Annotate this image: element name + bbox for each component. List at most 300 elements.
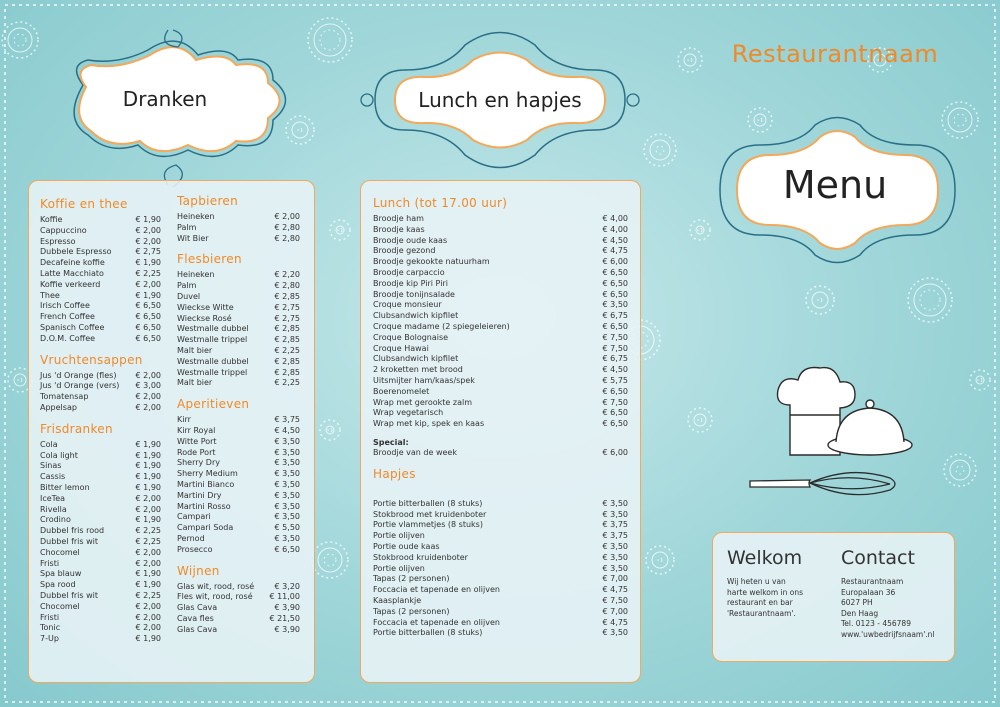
menu-row: [40, 301, 161, 312]
item-name: Palm: [177, 222, 197, 232]
menu-row: [177, 223, 300, 234]
lunch-list: [373, 214, 628, 430]
item-name: Koffie verkeerd: [40, 279, 101, 289]
item-price: € 3,50: [602, 628, 628, 638]
menu-row: [177, 415, 300, 426]
item-price: € 4,75: [602, 585, 628, 595]
fles-list: [177, 270, 300, 389]
item-name: Irisch Coffee: [40, 301, 90, 311]
tap-list: [177, 212, 300, 244]
item-name: Portie bitterballen (8 stuks): [373, 498, 483, 508]
item-name: Martini Dry: [177, 490, 222, 500]
item-price: € 4,00: [602, 224, 628, 234]
item-price: € 3,50: [274, 533, 300, 543]
item-price: € 3,75: [602, 520, 628, 530]
menu-row: [373, 574, 628, 585]
item-price: € 3,75: [274, 415, 300, 425]
item-name: Sherry Dry: [177, 458, 220, 468]
item-name: Broodje gekookte natuurham: [373, 257, 490, 267]
item-name: Chocomel: [40, 547, 80, 557]
item-name: Jus 'd Orange (vers): [40, 381, 120, 391]
item-name: Rivella: [40, 504, 67, 514]
item-price: € 3,50: [602, 552, 628, 562]
menu-row: [177, 480, 300, 491]
item-name: Kirr: [177, 415, 191, 425]
item-name: Spanisch Coffee: [40, 322, 105, 332]
item-name: Broodje kaas: [373, 224, 425, 234]
item-name: Kirr Royal: [177, 425, 216, 435]
item-price: € 3,50: [274, 469, 300, 479]
item-price: € 7,00: [602, 606, 628, 616]
item-name: D.O.M. Coffee: [40, 333, 96, 343]
item-price: € 3,50: [274, 512, 300, 522]
item-name: Dubbel fris wit: [40, 536, 99, 546]
text-line: www.'uwbedrijfsnaam'.nl: [841, 629, 935, 639]
menu-row: [177, 603, 300, 614]
item-price: € 2,00: [135, 236, 161, 246]
item-price: € 11,00: [269, 592, 300, 602]
menu-row: [177, 437, 300, 448]
menu-row: [40, 226, 161, 237]
item-price: € 2,00: [135, 601, 161, 611]
menu-row: [177, 234, 300, 245]
item-name: Broodje carpaccio: [373, 267, 445, 277]
menu-row: [373, 448, 628, 459]
item-price: € 1,90: [135, 634, 161, 644]
item-name: Espresso: [40, 236, 76, 246]
item-name: Thee: [40, 290, 60, 300]
item-name: Wieckse Rosé: [177, 313, 232, 323]
item-price: € 2,25: [135, 268, 161, 278]
section-title: Koffie en thee: [40, 197, 128, 211]
item-name: Glas wit, rood, rosé: [177, 581, 255, 591]
item-price: € 3,50: [602, 541, 628, 551]
item-name: Wrap vegetarisch: [373, 408, 444, 418]
item-price: € 2,00: [135, 370, 161, 380]
item-name: Wieckse Witte: [177, 302, 234, 312]
item-price: € 2,00: [135, 225, 161, 235]
item-price: € 7,50: [602, 343, 628, 353]
item-price: € 6,50: [602, 267, 628, 277]
item-price: € 1,90: [135, 472, 161, 482]
item-price: € 6,50: [135, 312, 161, 322]
menu-row: [177, 212, 300, 223]
menu-row: [373, 300, 628, 311]
menu-row: [177, 368, 300, 379]
menu-row: [373, 333, 628, 344]
section-title: Hapjes: [373, 466, 416, 481]
menu-row: [373, 408, 628, 419]
menu-row: [373, 628, 628, 639]
item-price: € 21,50: [269, 613, 300, 623]
item-name: Fristi: [40, 612, 60, 622]
item-name: Sherry Medium: [177, 469, 238, 479]
item-name: Crodino: [40, 515, 71, 525]
item-price: € 3,50: [274, 447, 300, 457]
fris-list: [40, 440, 161, 645]
menu-row: [40, 237, 161, 248]
section-title: Tapbieren: [177, 194, 239, 208]
item-price: € 2,85: [274, 335, 300, 345]
item-price: € 7,50: [602, 397, 628, 407]
item-name: Croque Hawai: [373, 343, 429, 353]
menu-row: [177, 426, 300, 437]
menu-row: [373, 257, 628, 268]
item-name: Martini Rosso: [177, 501, 231, 511]
item-name: Appelsap: [40, 402, 77, 412]
menu-row: [373, 618, 628, 629]
restaurant-name: Restaurantnaam: [731, 40, 939, 68]
menu-title: Menu: [782, 163, 888, 207]
item-price: € 6,00: [602, 257, 628, 267]
item-name: Cappuccino: [40, 225, 87, 235]
item-price: € 3,90: [274, 624, 300, 634]
special-label: Special:: [373, 437, 409, 447]
item-name: Boerenomelet: [373, 386, 430, 396]
item-price: € 5,50: [274, 523, 300, 533]
item-name: Palm: [177, 281, 197, 291]
item-price: € 6,75: [602, 354, 628, 364]
item-name: French Coffee: [40, 312, 95, 322]
menu-row: [177, 378, 300, 389]
item-price: € 2,80: [274, 222, 300, 232]
item-name: Jus 'd Orange (fles): [40, 370, 117, 380]
menu-row: [177, 324, 300, 335]
menu-row: [373, 542, 628, 553]
item-name: Broodje van de week: [373, 447, 457, 457]
menu-row: [40, 559, 161, 570]
item-price: € 1,90: [135, 569, 161, 579]
text-line: harte welkom in ons: [727, 587, 804, 597]
dranken-title: Dranken: [122, 87, 208, 111]
item-price: € 4,50: [274, 425, 300, 435]
menu-row: [40, 280, 161, 291]
item-price: € 2,00: [135, 402, 161, 412]
menu-row: [177, 281, 300, 292]
text-line: Restaurantnaam: [841, 577, 904, 586]
item-price: € 2,85: [274, 324, 300, 334]
item-price: € 3,50: [602, 509, 628, 519]
item-name: Broodje tonijnsalade: [373, 289, 455, 299]
item-price: € 6,50: [602, 408, 628, 418]
item-price: € 7,50: [602, 595, 628, 605]
item-price: € 2,00: [135, 392, 161, 402]
text-line: 'Restaurantnaam'.: [727, 608, 796, 618]
item-price: € 3,50: [274, 479, 300, 489]
item-name: Clubsandwich kipfilet: [373, 354, 459, 364]
menu-row: [40, 505, 161, 516]
item-name: Spa rood: [40, 580, 76, 590]
item-name: Portie oude kaas: [373, 541, 440, 551]
text-line: 6027 PH: [841, 598, 873, 607]
item-price: € 4,50: [602, 235, 628, 245]
item-name: Uitsmijter ham/kaas/spek: [373, 375, 475, 385]
item-price: € 3,50: [274, 458, 300, 468]
item-price: € 2,00: [135, 558, 161, 568]
item-name: Foccacia et tapenade en olijven: [373, 617, 500, 627]
item-price: € 6,50: [602, 386, 628, 396]
item-price: € 2,00: [135, 493, 161, 503]
item-name: Westmalle trippel: [177, 367, 248, 377]
item-price: € 3,75: [602, 531, 628, 541]
item-name: Clubsandwich kipfilet: [373, 311, 459, 321]
menu-row: [40, 494, 161, 505]
menu-row: [373, 607, 628, 618]
item-price: € 1,90: [135, 461, 161, 471]
item-name: Cassis: [40, 472, 66, 482]
menu-row: [177, 523, 300, 534]
menu-row: [177, 625, 300, 636]
item-name: Fristi: [40, 558, 60, 568]
menu-row: [40, 334, 161, 345]
menu-row: [177, 357, 300, 368]
menu-row: [373, 365, 628, 376]
menu-row: [40, 403, 161, 414]
item-price: € 1,90: [135, 258, 161, 268]
item-price: € 2,25: [135, 590, 161, 600]
section-title: Flesbieren: [177, 252, 242, 267]
menu-row: [373, 354, 628, 365]
text-line: Tel. 0123 - 456789: [841, 619, 911, 628]
item-price: € 2,85: [274, 356, 300, 366]
item-price: € 3,50: [602, 498, 628, 508]
menu-row: [177, 314, 300, 325]
menu-row: [373, 520, 628, 531]
menu-row: [373, 311, 628, 322]
item-price: € 2,00: [135, 547, 161, 557]
kitchen-illustration: [740, 360, 940, 500]
item-name: Witte Port: [177, 436, 217, 446]
hapjes-list: [373, 499, 628, 639]
item-price: € 3,00: [135, 381, 161, 391]
menu-row: [373, 376, 628, 387]
menu-row: [40, 291, 161, 302]
item-price: € 3,50: [274, 501, 300, 511]
menu-row: [40, 312, 161, 323]
lunch-column: [373, 196, 628, 639]
item-price: € 2,75: [135, 247, 161, 257]
item-price: € 3,50: [274, 490, 300, 500]
item-price: € 2,25: [274, 378, 300, 388]
welkom-column: [727, 547, 827, 619]
text-line: Den Haag: [841, 608, 879, 618]
item-name: Malt bier: [177, 378, 213, 388]
menu-row: [177, 592, 300, 603]
item-name: Broodje ham: [373, 214, 424, 223]
menu-row: [373, 564, 628, 575]
contact-lines: [841, 577, 953, 640]
section-title: Vruchtensappen: [40, 352, 143, 367]
menu-row: [177, 545, 300, 556]
menu-row: [40, 323, 161, 334]
item-price: € 2,20: [274, 270, 300, 280]
menu-row: [177, 458, 300, 469]
item-name: Campari: [177, 512, 211, 522]
item-price: € 6,50: [602, 289, 628, 299]
menu-row: [40, 258, 161, 269]
menu-row: [40, 483, 161, 494]
item-name: Portie vlammetjes (8 stuks): [373, 520, 483, 530]
wijn-list: [177, 582, 300, 636]
menu-row: [40, 451, 161, 462]
menu-row: [40, 548, 161, 559]
item-price: € 2,00: [274, 212, 300, 221]
menu-row: [40, 591, 161, 602]
item-price: € 1,90: [135, 215, 161, 224]
item-price: € 1,90: [135, 290, 161, 300]
menu-row: [40, 623, 161, 634]
menu-row: [40, 371, 161, 382]
text-line: restaurant en bar: [727, 598, 793, 607]
item-name: Heineken: [177, 212, 215, 221]
menu-row: [373, 419, 628, 430]
info-panel: [712, 532, 955, 662]
section-title: Frisdranken: [40, 421, 113, 436]
item-name: Pernod: [177, 533, 205, 543]
item-name: Glas Cava: [177, 603, 218, 613]
item-name: Wrap met gerookte zalm: [373, 397, 473, 407]
item-name: Tonic: [40, 623, 61, 633]
item-name: Tomatensap: [40, 392, 89, 402]
item-price: € 3,90: [274, 603, 300, 613]
item-name: Croque Bolognaise: [373, 332, 449, 342]
item-name: Tapas (2 personen): [373, 606, 450, 616]
drinks-column-right: [177, 194, 300, 636]
menu-row: [373, 398, 628, 409]
item-price: € 2,00: [135, 623, 161, 633]
item-price: € 6,50: [602, 419, 628, 429]
item-price: € 1,90: [135, 439, 161, 449]
menu-row: [40, 634, 161, 645]
item-name: Koffie: [40, 215, 63, 224]
menu-row: [373, 387, 628, 398]
section-title: Wijnen: [177, 563, 220, 578]
item-name: Martini Bianco: [177, 479, 235, 489]
menu-row: [373, 596, 628, 607]
item-price: € 7,00: [602, 574, 628, 584]
menu-row: [177, 534, 300, 545]
item-price: € 6,50: [602, 321, 628, 331]
menu-row: [177, 270, 300, 281]
item-price: € 4,75: [602, 617, 628, 627]
menu-row: [177, 292, 300, 303]
section-title: Aperitieven: [177, 397, 250, 412]
item-name: Stokbrood met kruidenboter: [373, 509, 487, 519]
item-name: Foccacia et tapenade en olijven: [373, 585, 500, 595]
menu-row: [40, 580, 161, 591]
item-name: Broodje kip Piri Piri: [373, 278, 448, 288]
menu-row: [40, 613, 161, 624]
menu-row: [40, 537, 161, 548]
menu-row: [373, 236, 628, 247]
menu-row: [177, 448, 300, 459]
item-name: Glas Cava: [177, 624, 218, 634]
menu-row: [177, 469, 300, 480]
item-name: Westmalle dubbel: [177, 324, 249, 334]
item-name: Heineken: [177, 270, 215, 280]
menu-row: [40, 461, 161, 472]
item-price: € 4,50: [602, 365, 628, 375]
item-price: € 6,50: [135, 333, 161, 343]
menu-row: [40, 215, 161, 226]
menu-row: [373, 268, 628, 279]
menu-row: [373, 290, 628, 301]
item-name: Dubbel fris rood: [40, 526, 105, 536]
item-name: Dubbel fris wit: [40, 590, 99, 600]
item-price: € 1,90: [135, 580, 161, 590]
item-price: € 2,25: [135, 536, 161, 546]
menu-row: [373, 214, 628, 225]
menu-row: [373, 499, 628, 510]
menu-row: [40, 440, 161, 451]
item-price: € 3,50: [602, 563, 628, 573]
item-name: Cava fles: [177, 613, 214, 623]
item-price: € 6,50: [135, 301, 161, 311]
item-price: € 2,75: [274, 313, 300, 323]
item-price: € 2,25: [274, 345, 300, 355]
menu-row: [373, 531, 628, 542]
item-price: € 1,90: [135, 515, 161, 525]
item-name: Bitter lemon: [40, 482, 90, 492]
item-price: € 6,50: [135, 322, 161, 332]
item-price: € 3,50: [602, 300, 628, 310]
item-price: € 2,00: [135, 279, 161, 289]
menu-row: [373, 553, 628, 564]
item-name: Fles wit, rood, rosé: [177, 592, 253, 602]
menu-row: [373, 585, 628, 596]
item-name: Kaasplankje: [373, 595, 422, 605]
menu-row: [177, 582, 300, 593]
text-line: Wij heten u van: [727, 577, 786, 586]
menu-row: [40, 247, 161, 258]
item-price: € 4,75: [602, 246, 628, 256]
lunch-panel: [360, 180, 641, 683]
item-price: € 2,00: [135, 504, 161, 514]
item-name: Latte Macchiato: [40, 268, 104, 278]
item-name: Campari Soda: [177, 523, 234, 533]
item-name: Spa blauw: [40, 569, 82, 579]
menu-row: [40, 472, 161, 483]
menu-row: [40, 602, 161, 613]
menu-row: [177, 335, 300, 346]
menu-row: [40, 269, 161, 280]
text-line: Europalaan 36: [841, 587, 896, 597]
item-name: Malt bier: [177, 345, 213, 355]
menu-row: [177, 512, 300, 523]
item-name: Duvel: [177, 291, 201, 301]
contact-title: Contact: [841, 547, 915, 569]
item-name: Westmalle dubbel: [177, 356, 249, 366]
item-name: Portie olijven: [373, 563, 425, 573]
item-name: Wit Bier: [177, 233, 209, 243]
item-name: Portie bitterballen (8 stuks): [373, 628, 483, 638]
vruchten-list: [40, 371, 161, 414]
section-title: Lunch (tot 17.00 uur): [373, 196, 508, 210]
item-name: 7-Up: [40, 634, 59, 644]
item-name: Croque madame (2 spiegeleieren): [373, 321, 510, 331]
menu-row: [373, 510, 628, 521]
welkom-title: Welkom: [727, 547, 803, 569]
menu-row: [40, 569, 161, 580]
menu-row: [373, 344, 628, 355]
drinks-panel: [28, 180, 315, 683]
menu-row: [177, 346, 300, 357]
item-name: Chocomel: [40, 601, 80, 611]
item-name: Rode Port: [177, 447, 216, 457]
menu-row: [40, 526, 161, 537]
contact-column: [841, 547, 953, 640]
koffie-list: [40, 215, 161, 345]
